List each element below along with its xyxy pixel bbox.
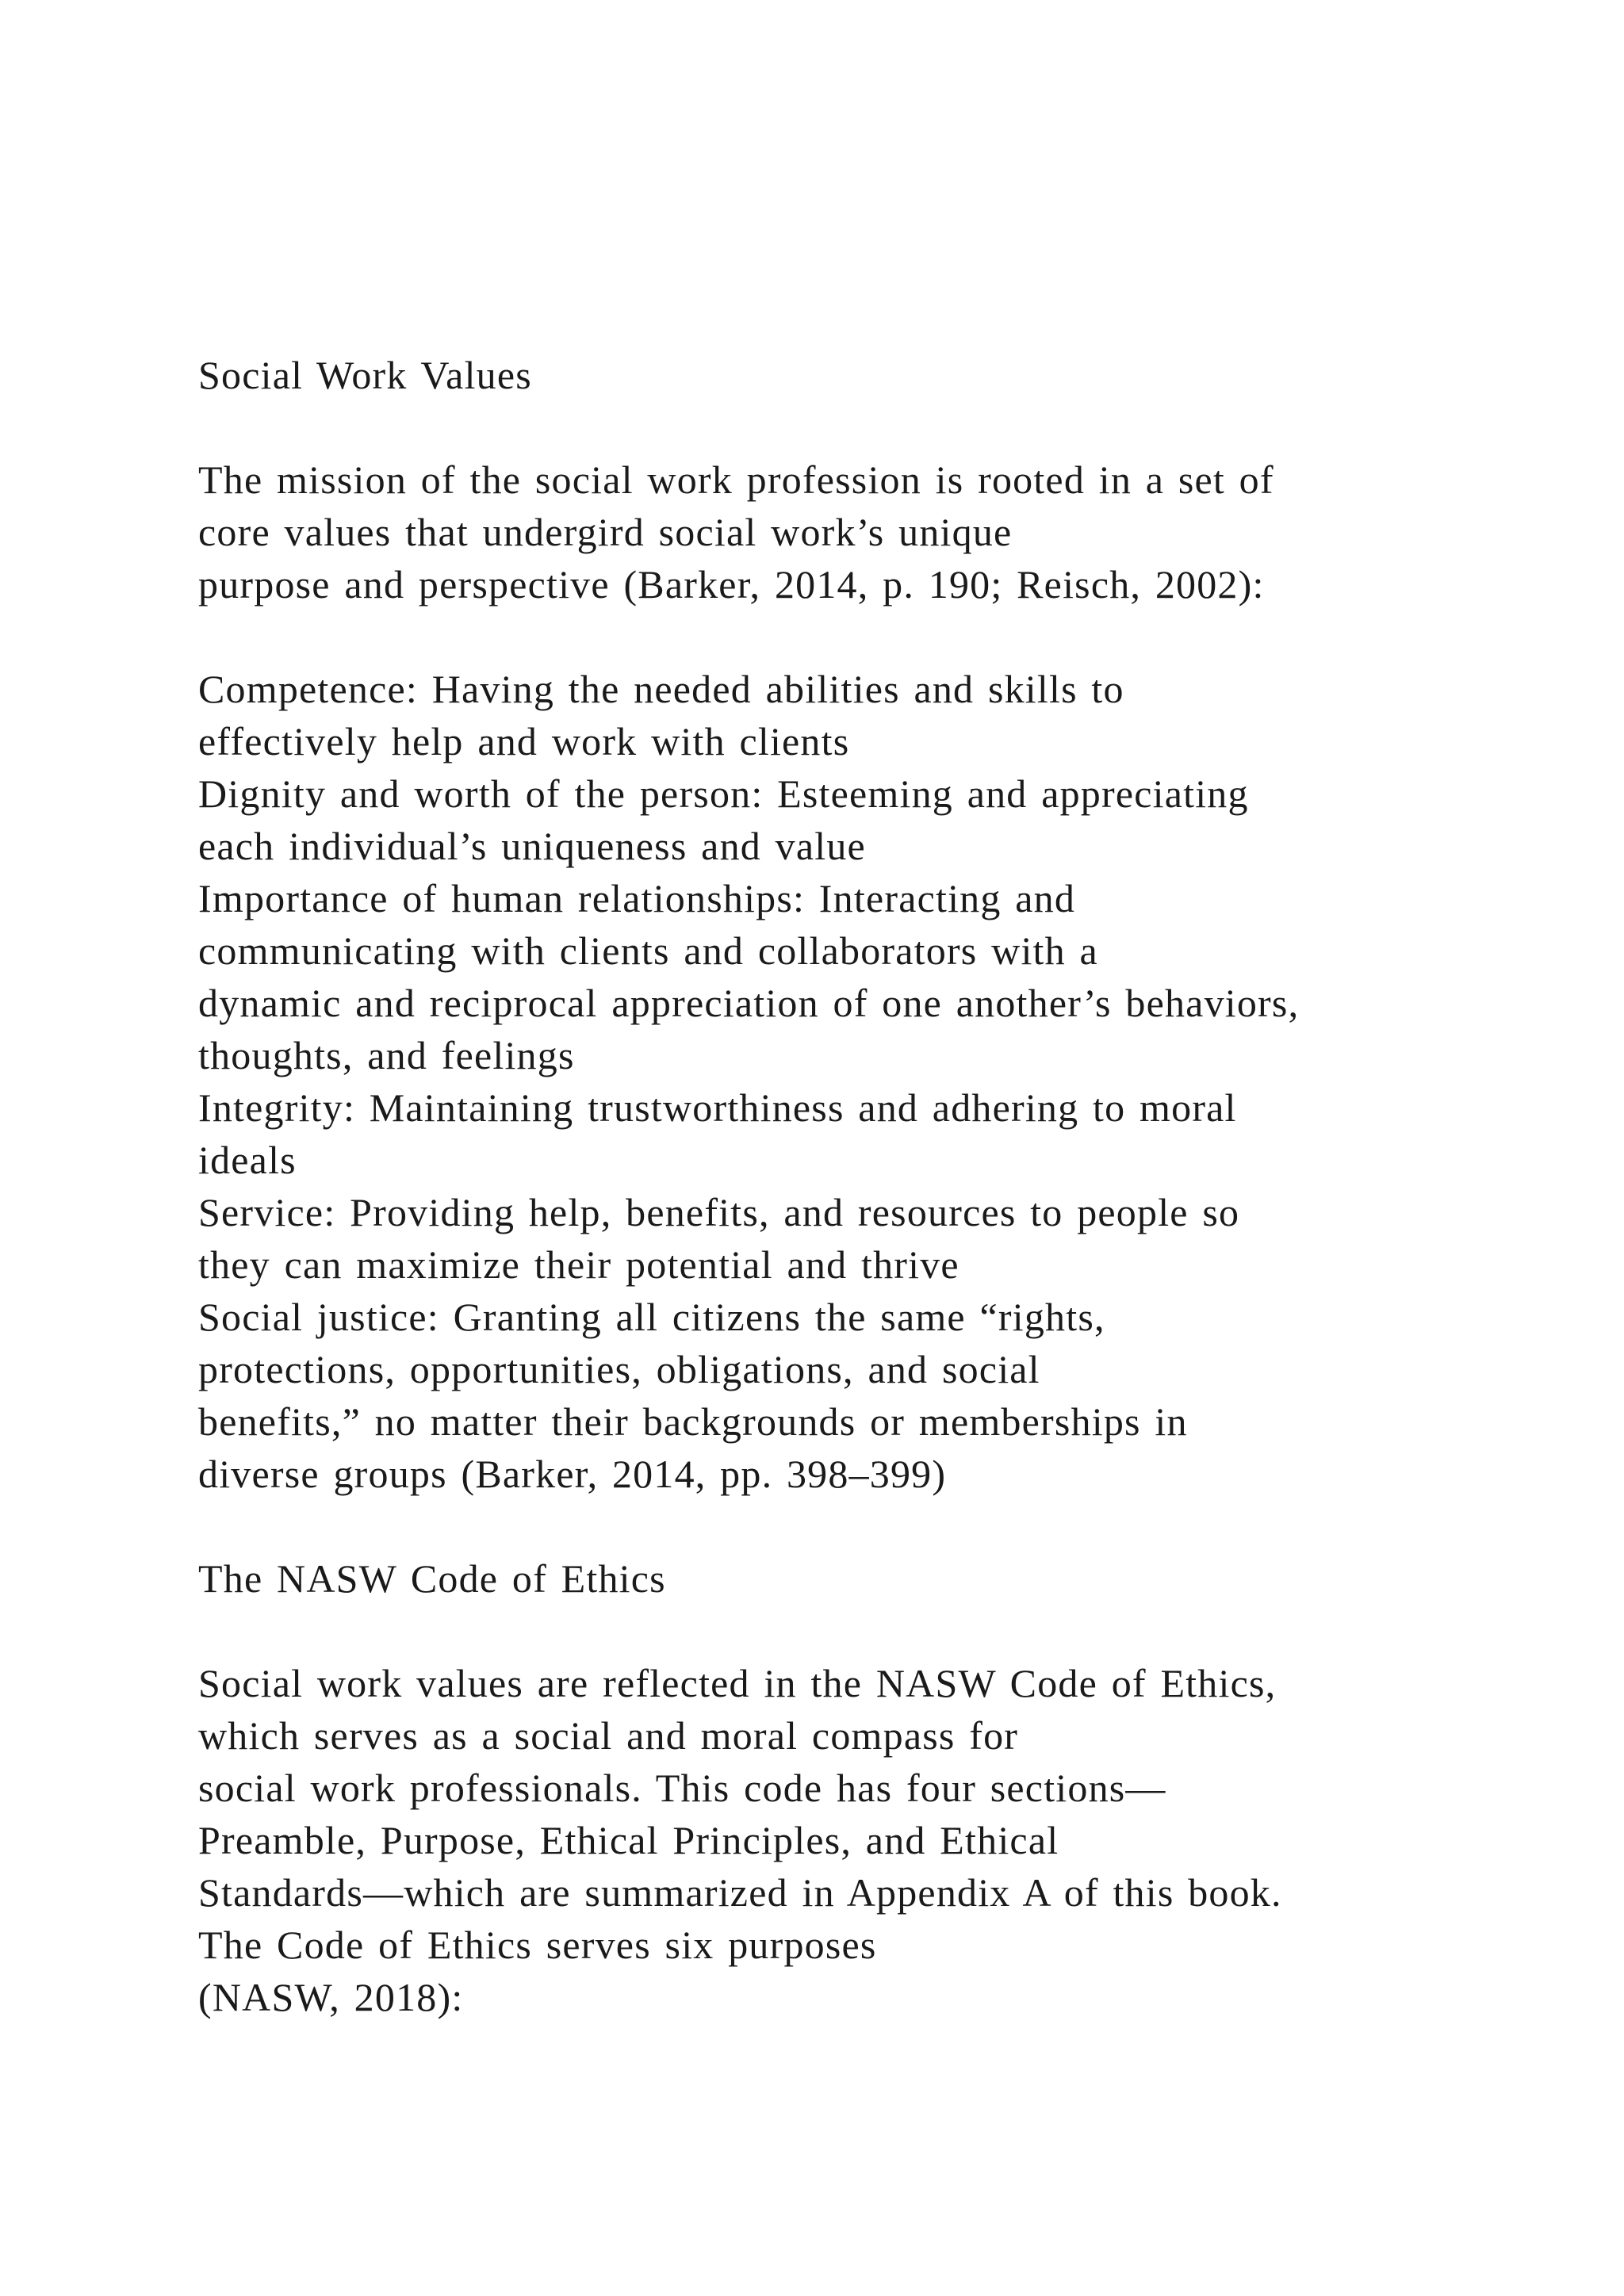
- paragraph-gap: [198, 1500, 1562, 1552]
- values-list: [198, 663, 1562, 1500]
- list-item-line: communicating with clients and collaborators with a: [198, 928, 1098, 973]
- text-line: which serves as a social and moral compass for: [198, 1713, 1019, 1758]
- section-heading-social-work-values: Social Work Values: [198, 353, 532, 397]
- list-item-line: ideals: [198, 1138, 297, 1182]
- text-line: purpose and perspective (Barker, 2014, p. 190; Reisch, 2002):: [198, 562, 1265, 607]
- list-item-line: Competence: Having the needed abilities and skills to: [198, 667, 1124, 711]
- paragraph-gap: [198, 401, 1562, 453]
- list-item-line: Integrity: Maintaining trustworthiness and adhering to moral: [198, 1085, 1237, 1130]
- list-item-line: diverse groups (Barker, 2014, pp. 398–399): [198, 1452, 947, 1496]
- list-item-line: effectively help and work with clients: [198, 719, 850, 763]
- text-line: core values that undergird social work’s unique: [198, 510, 1013, 554]
- text-line: (NASW, 2018):: [198, 1975, 464, 2019]
- text-line: The Code of Ethics serves six purposes: [198, 1923, 877, 1967]
- paragraph-gap: [198, 1605, 1562, 1657]
- text-line: Social work values are reflected in the NASW Code of Ethics,: [198, 1661, 1277, 1705]
- text-line: Standards—which are summarized in Appendix A of this book.: [198, 1870, 1282, 1915]
- list-item-line: thoughts, and feelings: [198, 1033, 575, 1077]
- list-item-line: they can maximize their potential and thrive: [198, 1242, 959, 1287]
- text-line: The mission of the social work profession is rooted in a set of: [198, 457, 1274, 502]
- list-item-line: dynamic and reciprocal appreciation of one another’s behaviors,: [198, 981, 1300, 1025]
- list-item-line: Importance of human relationships: Interacting and: [198, 876, 1076, 920]
- document-body: [198, 349, 1562, 2023]
- nasw-paragraph: [198, 1657, 1562, 2023]
- list-item-line: Dignity and worth of the person: Esteeming and appreciating: [198, 771, 1249, 816]
- list-item-line: each individual’s uniqueness and value: [198, 824, 866, 868]
- list-item-line: Service: Providing help, benefits, and resources to people so: [198, 1190, 1240, 1234]
- list-item-line: benefits,” no matter their backgrounds or memberships in: [198, 1399, 1188, 1444]
- intro-paragraph: [198, 453, 1562, 610]
- text-line: social work professionals. This code has four sections—: [198, 1766, 1166, 1810]
- list-item-line: protections, opportunities, obligations, and social: [198, 1347, 1040, 1391]
- section-heading-nasw-code: The NASW Code of Ethics: [198, 1556, 666, 1601]
- list-item-line: Social justice: Granting all citizens the same “rights,: [198, 1295, 1105, 1339]
- paragraph-gap: [198, 610, 1562, 663]
- text-line: Preamble, Purpose, Ethical Principles, and Ethical: [198, 1818, 1059, 1862]
